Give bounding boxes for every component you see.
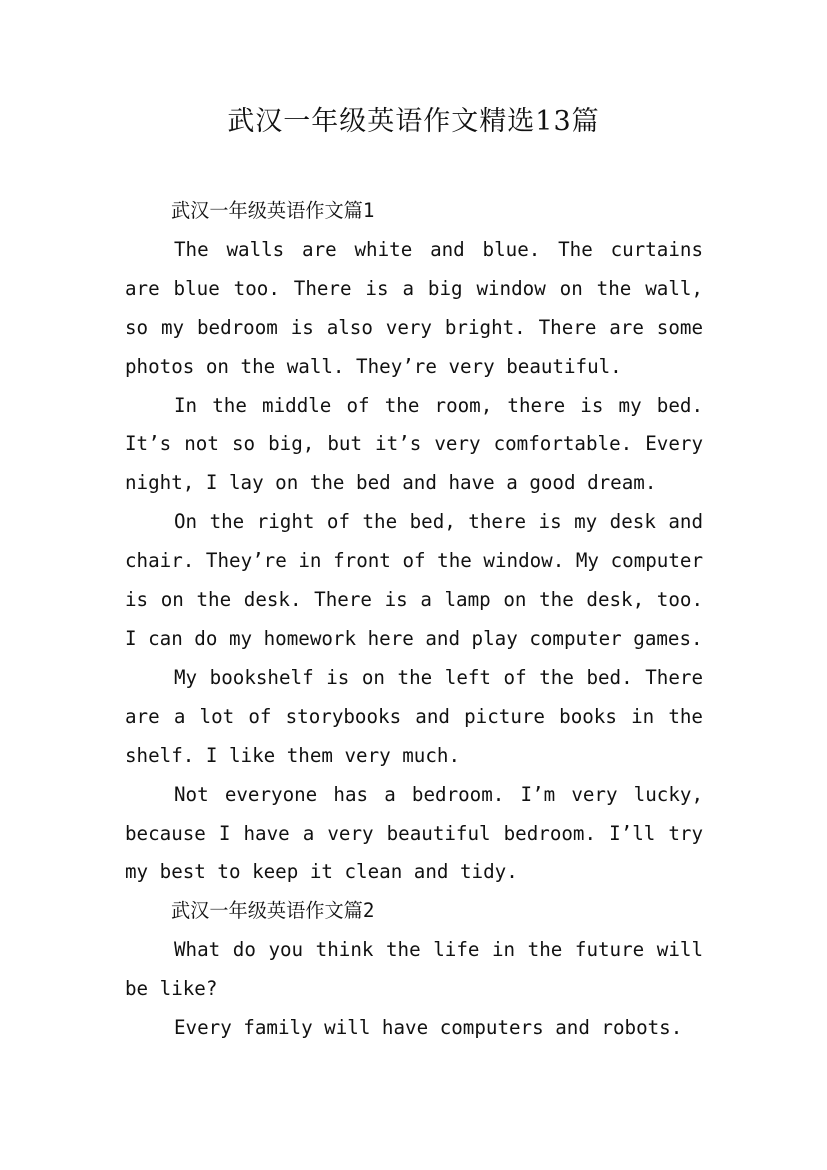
essay-section-1	[125, 192, 703, 892]
paragraph: My bookshelf is on the left of the bed. There are a lot of storybooks and picture books in the shelf. I like them very much.	[125, 665, 703, 767]
document-title: 武汉一年级英语作文精选13篇	[227, 106, 600, 137]
essay-section-2	[125, 892, 703, 1048]
document-body	[125, 192, 703, 1048]
paragraph: What do you think the life in the future will be like?	[125, 938, 703, 1001]
paragraph: On the right of the bed, there is my desk and chair. They’re in front of the window. My computer is on the desk. There is a lamp on the desk, too. I can do my homework here and play computer games.	[125, 510, 703, 650]
paragraph: In the middle of the room, there is my bed. It’s not so big, but it’s very comfortable. Every night, I lay on the bed and have a good dream.	[125, 393, 703, 495]
section-heading: 武汉一年级英语作文篇1	[171, 199, 375, 222]
section-heading: 武汉一年级英语作文篇2	[171, 899, 375, 923]
paragraph: Every family will have computers and robots.	[174, 1016, 683, 1040]
paragraph: The walls are white and blue. The curtains are blue too. There is a big window on the wall, so my bedroom is also very bright. There are some photos on the wall. They’re very beautiful.	[125, 237, 703, 378]
paragraph: Not everyone has a bedroom. I’m very lucky, because I have a very beautiful bedroom. I’ll try my best to keep it clean and tidy.	[125, 782, 703, 884]
